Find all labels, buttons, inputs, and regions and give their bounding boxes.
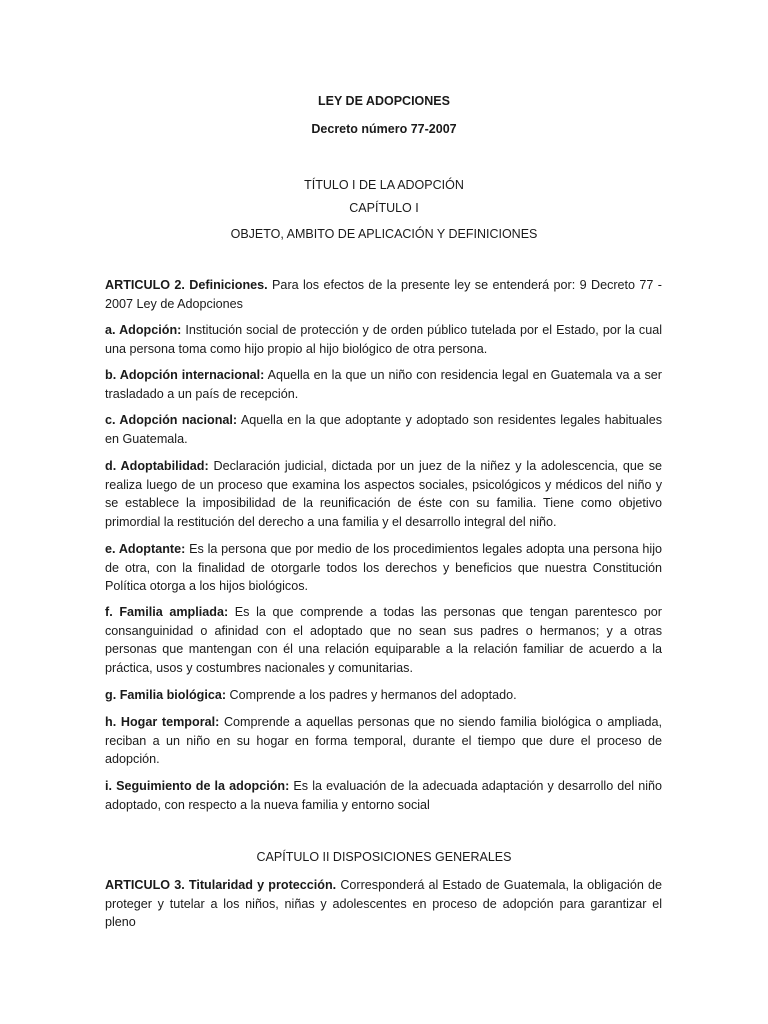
definition-h bbox=[105, 713, 662, 769]
definition-text: Institución social de protección y de orden público tutelada por el Estado, por la cual una persona toma como hijo propio al hijo biológico de otra persona. bbox=[105, 323, 662, 356]
definition-term: b. Adopción internacional: bbox=[105, 368, 265, 382]
title-heading: TÍTULO I DE LA ADOPCIÓN bbox=[304, 178, 464, 192]
definition-g bbox=[105, 686, 662, 705]
definition-text: Es la persona que por medio de los procedimientos legales adopta una persona hijo de otra, con la finalidad de otorgarle todos los derechos y beneficios que nuestra Constitución Política otorga a los hijos biológicos. bbox=[105, 542, 662, 594]
definition-d bbox=[105, 457, 662, 531]
article-text: Corresponderá al Estado de Guatemala, la obligación de proteger y tutelar a los niños, niñas y adolescentes en proceso de adopción para garantizar el pleno bbox=[105, 878, 662, 930]
chapter-heading: CAPÍTULO I bbox=[349, 201, 419, 215]
article-label: ARTICULO 3. Titularidad y protección. bbox=[105, 878, 337, 892]
definition-term: e. Adoptante: bbox=[105, 542, 186, 556]
definition-text: Es la que comprende a todas las personas que tengan parentesco por consanguinidad o afinidad con el adoptado que no sean sus padres o hermanos; y a otras personas que mantengan con él una relación equiparable a la relación familiar de acuerdo a la práctica, usos y costumbres nacionales y comunitarias. bbox=[105, 605, 662, 675]
definition-term: a. Adopción: bbox=[105, 323, 182, 337]
article-2-intro bbox=[105, 276, 662, 313]
definition-text: Aquella en la que adoptante y adoptado son residentes legales habituales en Guatemala. bbox=[105, 413, 662, 446]
definition-i bbox=[105, 777, 662, 814]
definition-term: d. Adoptabilidad: bbox=[105, 459, 209, 473]
definition-e bbox=[105, 540, 662, 596]
definition-term: f. Familia ampliada: bbox=[105, 605, 229, 619]
definition-text: Comprende a aquellas personas que no siendo familia biológica o ampliada, reciban a un niño en su hogar en forma temporal, durante el tiempo que dure el proceso de adopción. bbox=[105, 715, 662, 767]
decree-number: Decreto número 77-2007 bbox=[311, 122, 457, 136]
chapter-2-heading: CAPÍTULO II DISPOSICIONES GENERALES bbox=[256, 850, 512, 864]
chapter-subtitle: OBJETO, AMBITO DE APLICACIÓN Y DEFINICIONES bbox=[230, 227, 538, 241]
definition-text: Es la evaluación de la adecuada adaptación y desarrollo del niño adoptado, con respecto a la nueva familia y entorno social bbox=[105, 779, 663, 812]
definition-f bbox=[105, 603, 662, 677]
article-text: Para los efectos de la presente ley se entenderá por: 9 Decreto 77 - 2007 Ley de Adopciones bbox=[105, 278, 662, 311]
definition-term: h. Hogar temporal: bbox=[105, 715, 220, 729]
article-2 bbox=[105, 276, 662, 313]
article-label: ARTICULO 2. Definiciones. bbox=[105, 278, 268, 292]
law-title: LEY DE ADOPCIONES bbox=[318, 94, 450, 108]
definition-c bbox=[105, 411, 662, 448]
definition-term: c. Adopción nacional: bbox=[105, 413, 238, 427]
definition-text: Aquella en la que un niño con residencia legal en Guatemala va a ser trasladado a un país de recepción. bbox=[105, 368, 663, 401]
definition-a bbox=[105, 321, 662, 358]
definition-term: g. Familia biológica: bbox=[105, 688, 227, 702]
definition-term: i. Seguimiento de la adopción: bbox=[105, 779, 290, 793]
definition-text: Comprende a los padres y hermanos del adoptado. bbox=[226, 688, 517, 702]
definition-b bbox=[105, 366, 662, 403]
definition-text: Declaración judicial, dictada por un juez de la niñez y la adolescencia, que se realiza luego de un proceso que examina los aspectos sociales, psicológicos y médicos del niño y se establece la imposibilidad de la reunificación de éste con su familia. Tiene como objetivo primordial la restitución del derecho a una familia y el desarrollo integral del niño. bbox=[105, 459, 663, 529]
article-3 bbox=[105, 876, 662, 932]
